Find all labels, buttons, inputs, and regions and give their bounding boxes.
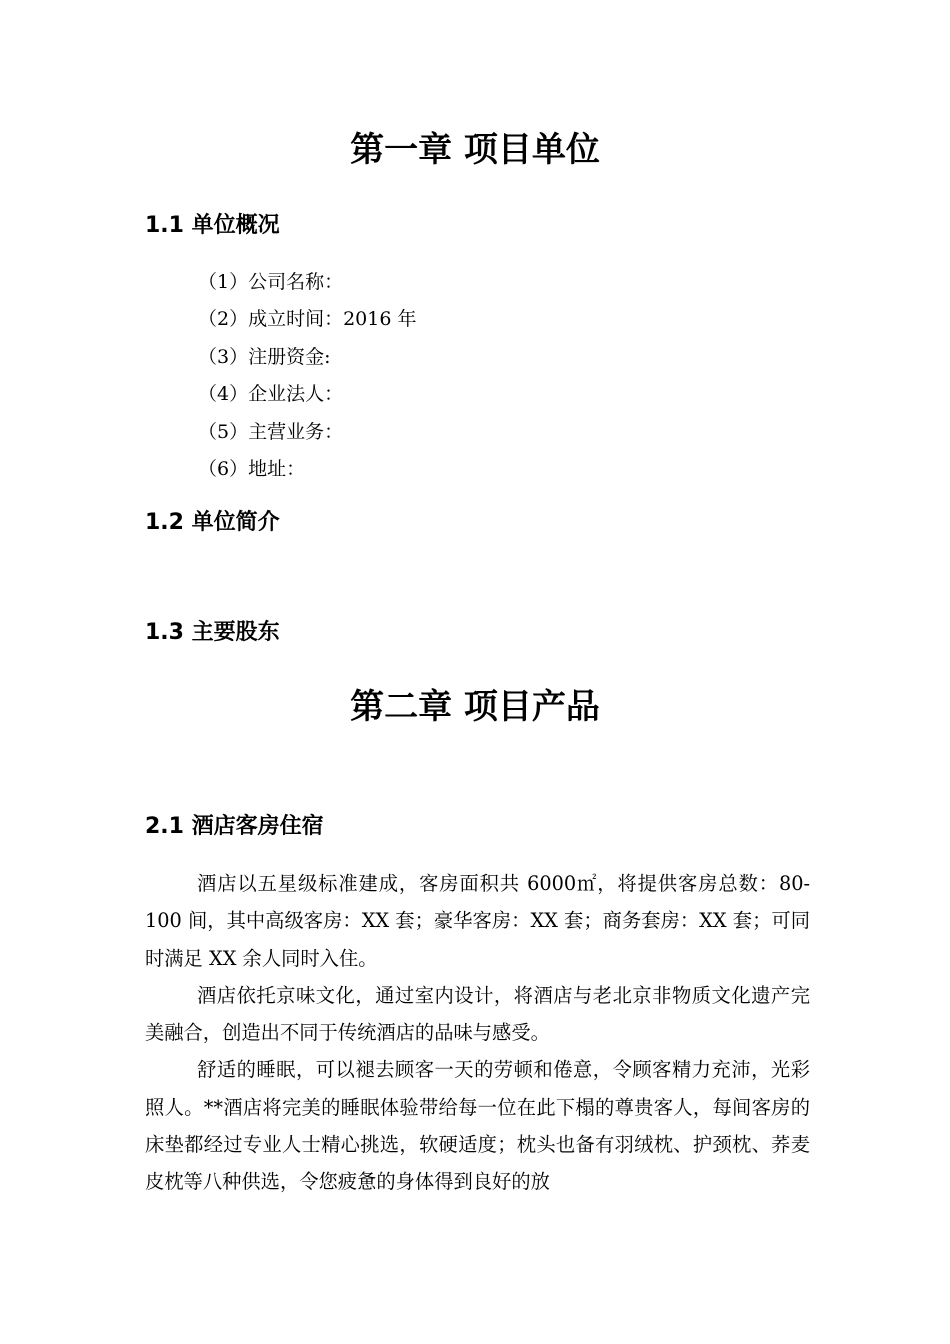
section-1-2-heading: 1.2 单位简介: [145, 510, 280, 535]
section-1-3-heading: 1.3 主要股东: [145, 620, 280, 645]
company-info-list: [198, 264, 416, 488]
paragraph-culture: 酒店依托京味文化，通过室内设计，将酒店与老北京非物质文化遗产完美融合，创造出不同于传统酒店的品味与感受。: [145, 983, 810, 1045]
info-established-date: （2）成立时间：2016 年: [198, 308, 417, 331]
info-legal-representative: （4）企业法人：: [198, 383, 344, 406]
paragraph-rooms: 酒店以五星级标准建成，客房面积共 6000㎡，将提供客房总数：80-100 间，其中高级客房：XX 套；豪华客房：XX 套；商务套房：XX 套；可同时满足 XX 余人同时入住。: [145, 872, 810, 970]
info-main-business: （5）主营业务：: [198, 420, 344, 443]
paragraph-sleep: 舒适的睡眠，可以褪去顾客一天的劳顿和倦意，令顾客精力充沛，光彩照人。**酒店将完美的睡眠体验带给每一位在此下榻的尊贵客人，每间客房的床垫都经过专业人士精心挑选，软硬适度；枕头也备有羽绒枕、护颈枕、荞麦皮枕等八种供选，令您疲惫的身体得到良好的放: [145, 1058, 810, 1194]
chapter-2-title: 第二章 项目产品: [350, 687, 600, 727]
chapter-1-title: 第一章 项目单位: [350, 130, 600, 170]
section-1-1-heading: 1.1 单位概况: [145, 213, 280, 238]
info-address: （6）地址：: [198, 457, 306, 480]
info-company-name: （1）公司名称：: [198, 271, 344, 293]
section-2-1-body: [145, 865, 810, 1201]
section-2-1-heading: 2.1 酒店客房住宿: [145, 814, 324, 839]
info-registered-capital: （3）注册资金:: [198, 345, 331, 368]
